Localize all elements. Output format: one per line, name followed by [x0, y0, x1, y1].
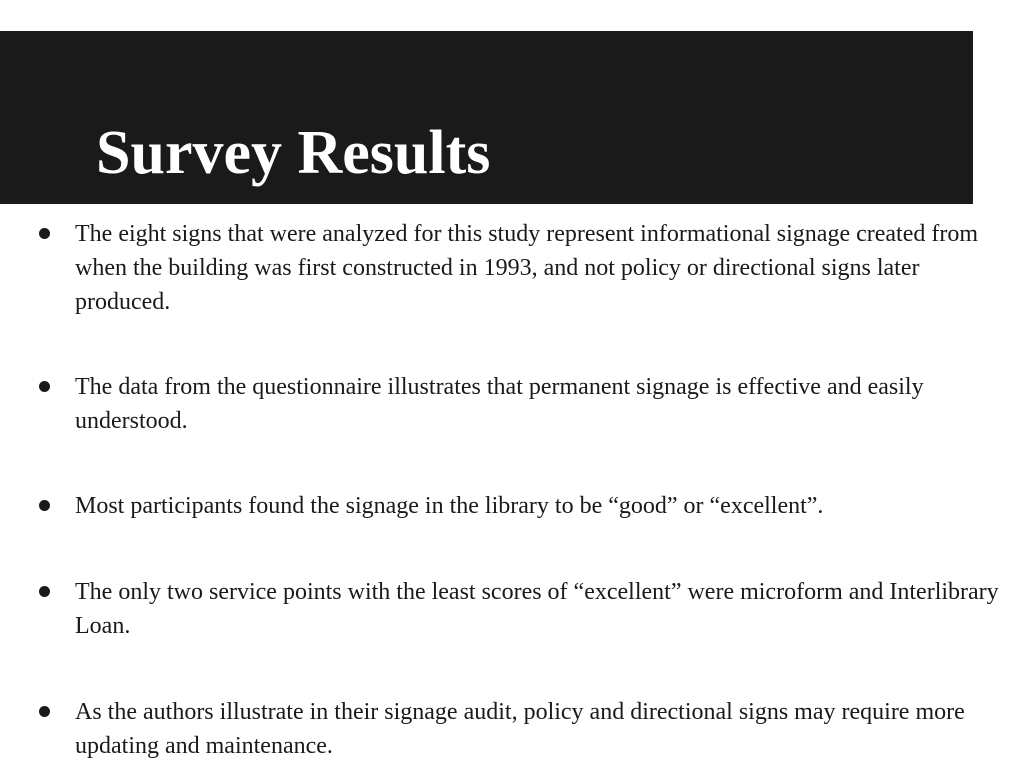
bullet-item — [75, 489, 1015, 523]
slide-title: Survey Results — [96, 119, 491, 187]
bullet-item — [75, 217, 1015, 319]
bullet-text: Most participants found the signage in the library to be “good” or “excellent”. — [75, 493, 824, 519]
bullet-dot-icon — [39, 500, 50, 511]
bullet-text: The only two service points with the least scores of “excellent” were microform and Interlibrary Loan. — [75, 579, 999, 639]
bullet-item — [75, 370, 1015, 438]
bullet-dot-icon — [39, 228, 50, 239]
bullet-dot-icon — [39, 706, 50, 717]
bullet-text: As the authors illustrate in their signage audit, policy and directional signs may require more updating and maintenance. — [75, 699, 965, 759]
bullet-text: The eight signs that were analyzed for this study represent informational signage created from when the building was first constructed in 1993, and not policy or directional signs later produced. — [75, 221, 979, 315]
bullet-dot-icon — [39, 381, 50, 392]
bullet-text: The data from the questionnaire illustrates that permanent signage is effective and easily understood. — [75, 374, 924, 434]
bullet-item — [75, 575, 1015, 643]
bullet-dot-icon — [39, 586, 50, 597]
bullet-item — [75, 695, 1015, 763]
